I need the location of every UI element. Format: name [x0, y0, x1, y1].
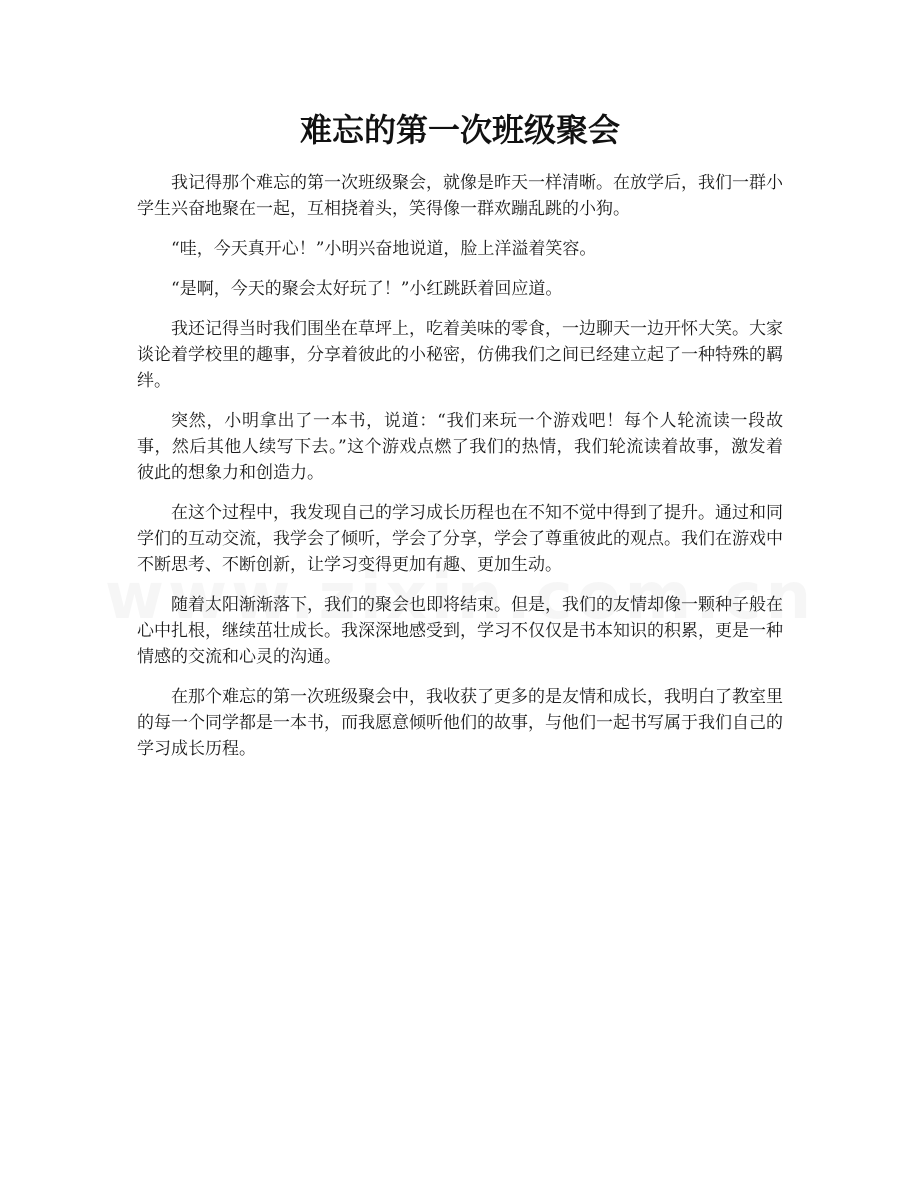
paragraph: 随着太阳渐渐落下，我们的聚会也即将结束。但是，我们的友情却像一颗种子般在心中扎根，继续茁壮成长。我深深地感受到，学习不仅仅是书本知识的积累，更是一种情感的交流和心灵的沟通。 [137, 595, 783, 667]
paragraph: 在那个难忘的第一次班级聚会中，我收获了更多的是友情和成长，我明白了教室里的每一个同学都是一本书，而我愿意倾听他们的故事，与他们一起书写属于我们自己的学习成长历程。 [137, 687, 783, 759]
paragraph: 在这个过程中，我发现自己的学习成长历程也在不知不觉中得到了提升。通过和同学们的互动交流，我学会了倾听，学会了分享，学会了尊重彼此的观点。我们在游戏中不断思考、不断创新，让学习变得更加有趣、更加生动。 [137, 503, 783, 575]
paragraph: 我记得那个难忘的第一次班级聚会，就像是昨天一样清晰。在放学后，我们一群小学生兴奋地聚在一起，互相挠着头，笑得像一群欢蹦乱跳的小狗。 [137, 173, 783, 219]
paragraph: “是啊，今天的聚会太好玩了！”小红跳跃着回应道。 [171, 279, 563, 299]
paragraph: “哇，今天真开心！”小明兴奋地说道，脸上洋溢着笑容。 [171, 239, 597, 259]
paragraph: 我还记得当时我们围坐在草坪上，吃着美味的零食，一边聊天一边开怀大笑。大家谈论着学校里的趣事，分享着彼此的小秘密，仿佛我们之间已经建立起了一种特殊的羁绊。 [137, 319, 783, 391]
document-title: 难忘的第一次班级聚会 [299, 111, 620, 149]
document-body [137, 170, 783, 776]
paragraph: 突然，小明拿出了一本书，说道：“我们来玩一个游戏吧！每个人轮流读一段故事，然后其他人续写下去。”这个游戏点燃了我们的热情，我们轮流读着故事，激发着彼此的想象力和创造力。 [137, 411, 783, 483]
